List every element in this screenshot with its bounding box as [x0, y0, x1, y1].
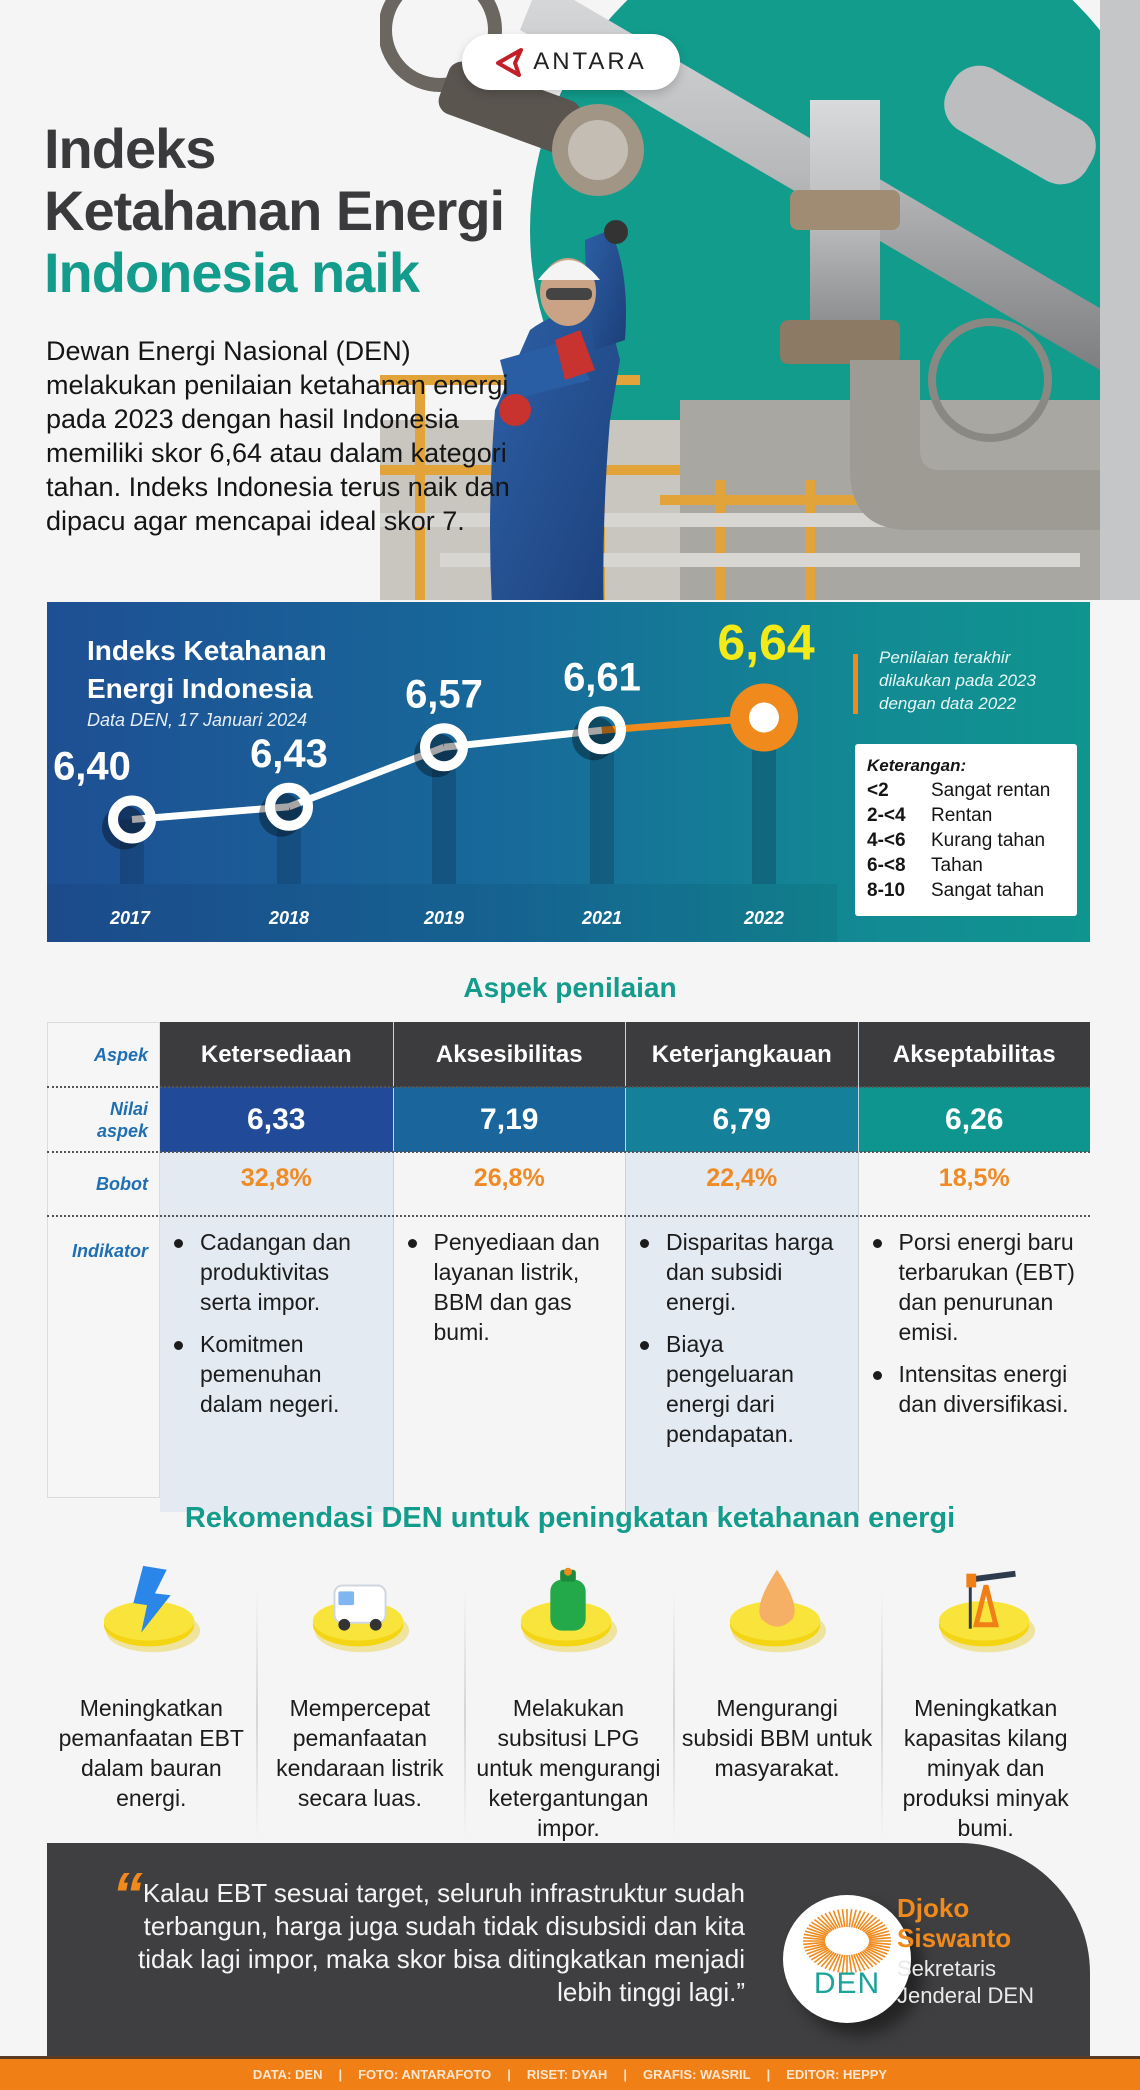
quote-mark-icon: “: [111, 1861, 137, 1930]
quote-section: [47, 1843, 1090, 2056]
aspek-weight: 18,5%: [938, 1164, 1010, 1192]
legend-row: [867, 828, 1065, 853]
chart-title: [87, 632, 327, 708]
antara-mark-icon: [495, 47, 525, 77]
title-line-3: Indonesia naik: [44, 241, 419, 304]
row-label-column: [47, 1022, 160, 1498]
recommendation-item: [256, 1550, 465, 1843]
x-axis-label: 2022: [743, 908, 785, 928]
rekomendasi-heading: Rekomendasi DEN untuk peningkatan ketahanan energi: [184, 1502, 956, 1534]
legend-row: [867, 778, 1065, 803]
aspek-weight: 26,8%: [473, 1164, 545, 1192]
aspek-score: 7,19: [394, 1087, 626, 1152]
recommendation-text: Mengurangi subsidi BBM untuk masyarakat.: [681, 1695, 873, 1781]
speaker-name: [897, 1893, 1011, 1953]
indicator-item: Penyediaan dan layanan listrik, BBM dan gas bumi.: [408, 1227, 616, 1347]
aspek-heading: Aspek penilaian: [463, 972, 677, 1003]
indicator-list: [626, 1217, 858, 1449]
legend-row: [867, 878, 1065, 903]
speaker-role-line-2: Jenderal DEN: [897, 1983, 1034, 2008]
indicator-list: [160, 1217, 393, 1419]
chart-note: Penilaian terakhir dilakukan pada 2023 dengan data 2022: [879, 648, 1036, 713]
indicator-list: [859, 1217, 1091, 1419]
row-divider: [47, 1086, 1090, 1088]
legend-label: Sangat rentan: [931, 780, 1051, 801]
speaker-role: [897, 1955, 1034, 2009]
den-logo: [783, 1895, 911, 2023]
credit-separator: |: [623, 2067, 627, 2082]
recommendation-item: [673, 1550, 882, 1843]
credit-item: RISET: DYAH: [526, 2067, 608, 2082]
legend-row: [867, 803, 1065, 828]
aspek-columns: [160, 1022, 1090, 1512]
aspek-score: 6,26: [859, 1087, 1091, 1152]
recommendation-text: Mempercepat pemanfaatan kendaraan listrik secara luas.: [276, 1695, 444, 1811]
title-line-1: Indeks: [44, 117, 216, 180]
indicator-item: Disparitas harga dan subsidi energi.: [640, 1227, 848, 1317]
title-line-2: Ketahanan Energi: [44, 179, 505, 242]
chart-title-line-2: Energi Indonesia: [87, 673, 313, 704]
legend-range: 8-10: [867, 880, 906, 901]
credit-item: EDITOR: HEPPY: [786, 2067, 888, 2082]
legend-range: 2-<4: [867, 805, 906, 826]
aspek-weight: 32,8%: [240, 1164, 312, 1192]
speaker-role-line-1: Sekretaris: [897, 1956, 997, 1981]
lightning-bolt-icon: [96, 1556, 206, 1666]
row-label-indikator: Indikator: [71, 1241, 148, 1261]
antara-logo: [462, 34, 680, 90]
aspek-score: 6,79: [626, 1087, 858, 1152]
sun-rays-icon: [783, 1895, 911, 2023]
data-value-label: 6,57: [405, 672, 483, 717]
credit-separator: |: [507, 2067, 511, 2082]
intro-paragraph: Dewan Energi Nasional (DEN) melakukan penilaian ketahanan energi pada 2023 dengan hasil Indonesia memiliki skor 6,64 atau dalam kategori tahan. Indeks Indonesia terus naik dan dipacu agar mencapai ideal skor 7.: [46, 336, 510, 536]
recommendation-text: Meningkatkan kapasitas kilang minyak dan produksi minyak bumi.: [902, 1695, 1069, 1841]
x-axis-label: 2017: [109, 908, 151, 928]
x-axis-label: 2018: [268, 908, 310, 928]
credit-separator: |: [338, 2067, 343, 2082]
recommendation-text: Melakukan subsitusi LPG untuk mengurangi ketergantungan impor.: [476, 1695, 661, 1841]
aspek-column: [393, 1022, 626, 1512]
row-divider: [47, 1151, 1090, 1153]
legend-label: Tahan: [931, 855, 983, 876]
legend-title: Keterangan:: [867, 756, 967, 775]
data-point: [730, 684, 798, 752]
lpg-cylinder-icon: [513, 1556, 623, 1666]
credit-item: GRAFIS: WASRIL: [642, 2067, 751, 2082]
data-value-label: 6,64: [717, 614, 815, 671]
index-chart-panel: [47, 602, 1090, 942]
oil-drop-icon: [722, 1556, 832, 1666]
x-axis-label: 2021: [581, 908, 623, 928]
credits-footer: [0, 2056, 1140, 2090]
chart-title-line-1: Indeks Ketahanan: [87, 635, 327, 666]
indicator-list: [394, 1217, 626, 1347]
aspek-score: 6,33: [160, 1087, 393, 1152]
aspek-column: [858, 1022, 1091, 1512]
legend-range: <2: [867, 780, 889, 801]
indicator-item: Cadangan dan produktivitas serta impor.: [174, 1227, 383, 1317]
recommendation-item: [881, 1550, 1090, 1843]
legend-row: [867, 853, 1065, 878]
electric-van-icon: [305, 1556, 415, 1666]
oil-pump-icon: [931, 1556, 1041, 1666]
aspek-name: Keterjangkauan: [626, 1022, 858, 1087]
recommendation-text: Meningkatkan pemanfaatan EBT dalam bauran energi.: [58, 1695, 244, 1811]
indicator-item: Komitmen pemenuhan dalam negeri.: [174, 1329, 383, 1419]
aspek-column: [625, 1022, 858, 1512]
recommendation-item: [47, 1550, 256, 1843]
row-label-nilai-2: aspek: [96, 1121, 148, 1141]
legend-range: 6-<8: [867, 855, 906, 876]
row-divider: [47, 1215, 1090, 1217]
aspek-weight: 22,4%: [706, 1164, 778, 1192]
logo-text: ANTARA: [533, 48, 647, 75]
rekomendasi-list: [47, 1550, 1090, 1843]
aspek-column: [160, 1022, 393, 1512]
legend-label: Kurang tahan: [931, 830, 1046, 851]
chart-subtitle: Data DEN, 17 Januari 2024: [87, 710, 308, 730]
indicator-item: Porsi energi baru terbarukan (EBT) dan penurunan emisi.: [873, 1227, 1081, 1347]
x-axis-label: 2019: [423, 908, 465, 928]
data-value-label: 6,40: [53, 744, 131, 789]
quote-text: [87, 1861, 745, 2009]
aspek-name: Akseptabilitas: [859, 1022, 1091, 1087]
data-value-label: 6,43: [250, 731, 328, 776]
legend-box: [855, 744, 1077, 916]
row-label-nilai-1: Nilai: [109, 1099, 148, 1119]
credit-item: FOTO: ANTARAFOTO: [358, 2067, 492, 2082]
indicator-item: Intensitas energi dan diversifikasi.: [873, 1359, 1081, 1419]
speaker-first-name: Djoko: [897, 1893, 970, 1923]
legend-range: 4-<6: [867, 830, 906, 851]
page-title: [44, 118, 504, 304]
legend-label: Rentan: [931, 805, 993, 826]
recommendation-item: [464, 1550, 673, 1843]
speaker-last-name: Siswanto: [897, 1923, 1012, 1953]
indicator-item: Biaya pengeluaran energi dari pendapatan.: [640, 1329, 848, 1449]
legend-label: Sangat tahan: [931, 880, 1045, 901]
credit-item: DATA: DEN: [252, 2067, 323, 2082]
data-value-label: 6,61: [563, 655, 641, 700]
aspek-name: Aksesibilitas: [394, 1022, 626, 1087]
hero-section: [0, 0, 1140, 600]
row-label-bobot: Bobot: [96, 1174, 148, 1194]
quote-body: Kalau EBT sesuai target, seluruh infrastruktur sudah terbangun, harga juga sudah tidak disubsidi dan kita tidak lagi impor, maka skor bisa ditingkatkan menjadi lebih tinggi lagi.”: [138, 1878, 745, 2007]
aspek-name: Ketersediaan: [160, 1022, 393, 1087]
credit-separator: |: [766, 2067, 771, 2082]
row-label-aspek: Aspek: [93, 1045, 148, 1065]
den-logo-text: DEN: [813, 1967, 881, 2000]
